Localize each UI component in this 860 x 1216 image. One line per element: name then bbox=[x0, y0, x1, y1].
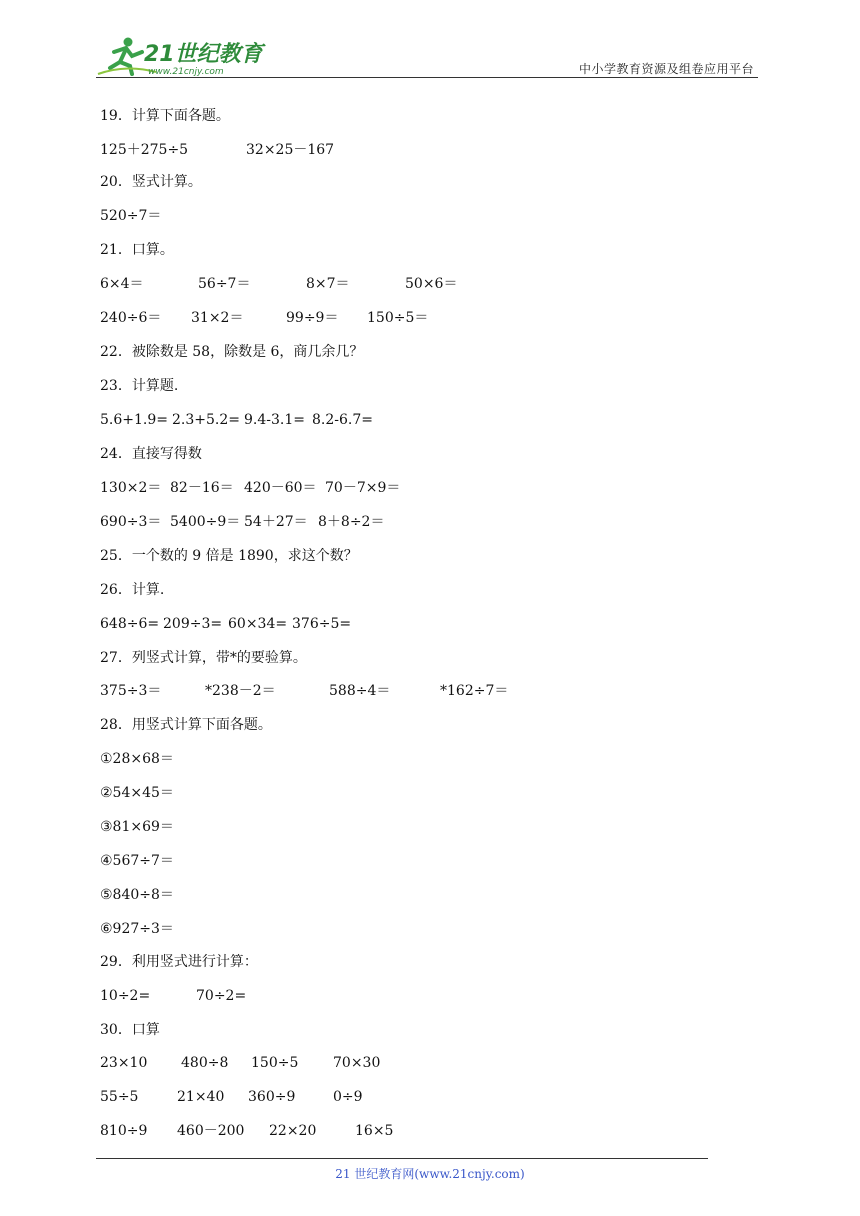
page-header bbox=[96, 30, 758, 82]
q30-item: 22×20 bbox=[269, 1123, 317, 1139]
q30-item: 21×40 bbox=[177, 1089, 225, 1105]
q21-item: 50×6＝ bbox=[405, 276, 458, 292]
q24-item: 420－60＝ bbox=[244, 480, 317, 496]
q25-title: 25．一个数的 9 倍是 1890，求这个数？ bbox=[100, 548, 358, 564]
q23-item: 8.2-6.7= bbox=[312, 412, 373, 428]
q20-item: 520÷7＝ bbox=[100, 208, 162, 224]
q29-item: 70÷2= bbox=[196, 988, 247, 1004]
q21-item: 150÷5＝ bbox=[367, 310, 429, 326]
q21-item: 99÷9＝ bbox=[286, 310, 339, 326]
q24-item: 8＋8÷2＝ bbox=[318, 514, 385, 530]
footer-link[interactable]: 21 世纪教育网(www.21cnjy.com) bbox=[335, 1167, 525, 1181]
q20-title: 20．竖式计算。 bbox=[100, 174, 202, 190]
q21-item: 56÷7＝ bbox=[198, 276, 251, 292]
logo-url: www.21cnjy.com bbox=[148, 67, 224, 77]
footer-divider bbox=[96, 1158, 708, 1159]
header-divider bbox=[96, 77, 758, 78]
q29-item: 10÷2= bbox=[100, 988, 151, 1004]
q23-item: 2.3+5.2= bbox=[172, 412, 240, 428]
q24-item: 82－16＝ bbox=[170, 480, 234, 496]
q27-item: 375÷3＝ bbox=[100, 683, 162, 699]
q23-title: 23．计算题. bbox=[100, 378, 179, 394]
q30-item: 23×10 bbox=[100, 1055, 148, 1071]
site-logo[interactable] bbox=[96, 34, 266, 78]
q21-item: 8×7＝ bbox=[306, 276, 350, 292]
q30-title: 30．口算 bbox=[100, 1022, 160, 1038]
q28-item: ⑥927÷3＝ bbox=[100, 921, 174, 937]
q24-item: 130×2＝ bbox=[100, 480, 162, 496]
q24-item: 690÷3＝ bbox=[100, 514, 162, 530]
q28-item: ⑤840÷8＝ bbox=[100, 887, 174, 903]
q30-item: 55÷5 bbox=[100, 1089, 139, 1105]
q27-item: 588÷4＝ bbox=[329, 683, 391, 699]
q19-title: 19．计算下面各题。 bbox=[100, 108, 230, 124]
q30-item: 810÷9 bbox=[100, 1123, 148, 1139]
q27-item: *238－2＝ bbox=[205, 683, 276, 699]
q26-item: 376÷5= bbox=[292, 616, 352, 632]
q29-title: 29．利用竖式进行计算： bbox=[100, 954, 258, 970]
q23-item: 9.4-3.1= bbox=[244, 412, 305, 428]
q21-title: 21．口算。 bbox=[100, 242, 174, 258]
runner-logo-icon bbox=[96, 34, 266, 78]
q24-item: 70－7×9＝ bbox=[325, 480, 401, 496]
q24-item: 5400÷9＝ bbox=[170, 514, 241, 530]
q27-title: 27．列竖式计算，带*的要验算。 bbox=[100, 650, 307, 666]
q19-item: 32×25－167 bbox=[246, 142, 335, 158]
platform-name: 中小学教育资源及组卷应用平台 bbox=[578, 62, 754, 76]
q21-item: 240÷6＝ bbox=[100, 310, 162, 326]
q23-item: 5.6+1.9= bbox=[100, 412, 168, 428]
q30-item: 150÷5 bbox=[251, 1055, 299, 1071]
q19-item: 125＋275÷5 bbox=[100, 142, 189, 158]
q28-item: ③81×69＝ bbox=[100, 819, 174, 835]
q30-item: 0÷9 bbox=[333, 1089, 363, 1105]
q24-title: 24．直接写得数 bbox=[100, 446, 202, 462]
q30-item: 460－200 bbox=[177, 1123, 245, 1139]
q28-item: ①28×68＝ bbox=[100, 751, 174, 767]
q30-item: 70×30 bbox=[333, 1055, 381, 1071]
logo-text: 21世纪教育 bbox=[144, 42, 263, 67]
q28-item: ②54×45＝ bbox=[100, 785, 174, 801]
q26-item: 60×34= bbox=[228, 616, 288, 632]
q26-item: 209÷3= bbox=[163, 616, 223, 632]
q30-item: 16×5 bbox=[355, 1123, 394, 1139]
q24-item: 54＋27＝ bbox=[244, 514, 308, 530]
q21-item: 31×2＝ bbox=[191, 310, 244, 326]
q28-item: ④567÷7＝ bbox=[100, 853, 174, 869]
q22-title: 22．被除数是 58，除数是 6，商几余几？ bbox=[100, 344, 364, 360]
q27-item: *162÷7＝ bbox=[440, 683, 509, 699]
q30-item: 480÷8 bbox=[181, 1055, 229, 1071]
q30-item: 360÷9 bbox=[248, 1089, 296, 1105]
q28-title: 28．用竖式计算下面各题。 bbox=[100, 717, 272, 733]
q21-item: 6×4＝ bbox=[100, 276, 144, 292]
q26-title: 26．计算. bbox=[100, 582, 165, 598]
q26-item: 648÷6= bbox=[100, 616, 160, 632]
